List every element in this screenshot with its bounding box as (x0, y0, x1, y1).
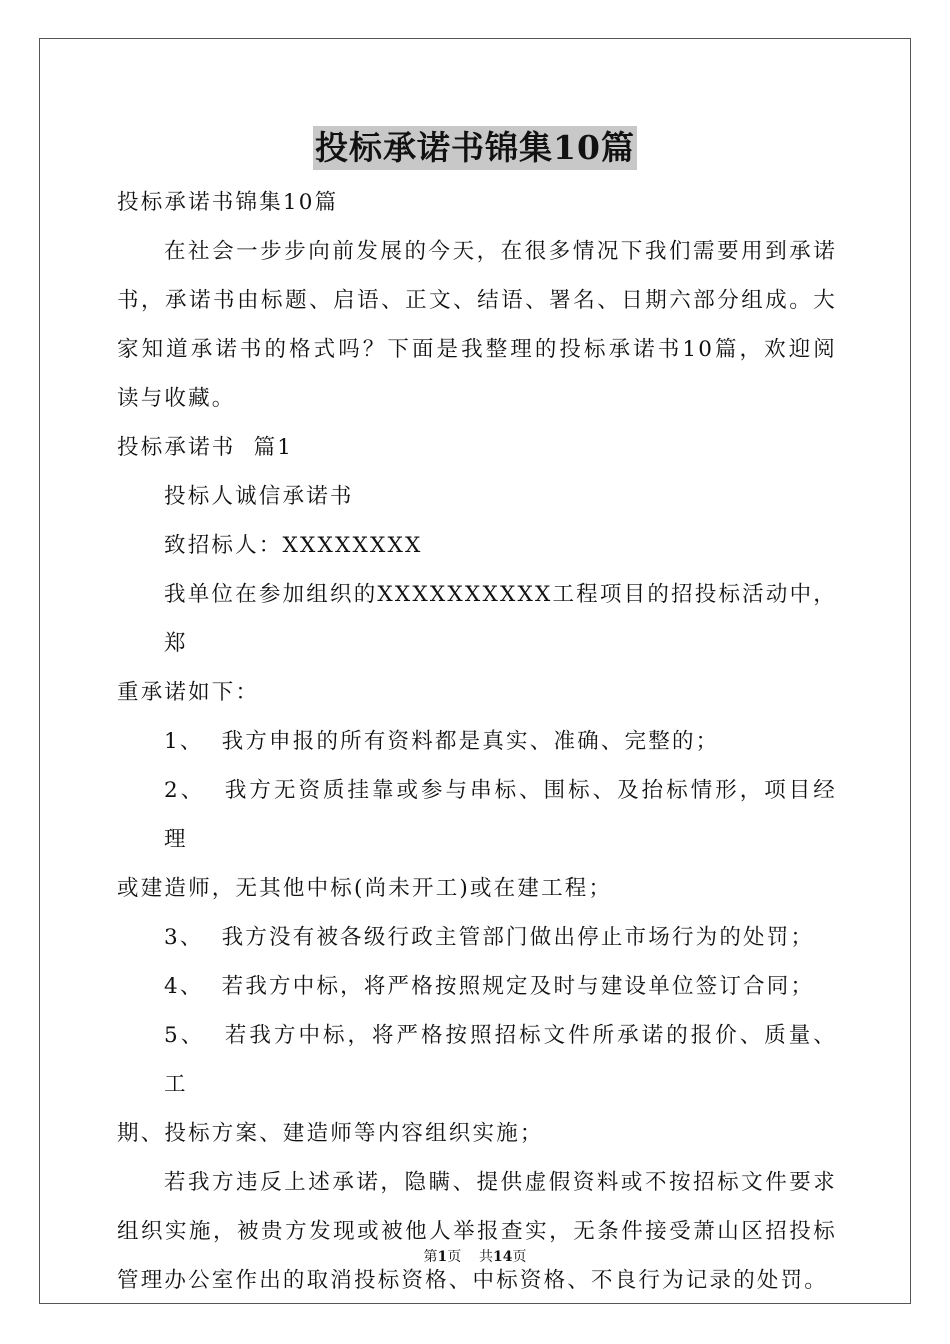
paragraph-line: 家知道承诺书的格式吗？下面是我整理的投标承诺书10篇，欢迎阅 (117, 337, 837, 362)
document-title: 投标承诺书锦集10篇 (313, 126, 637, 170)
list-item-line: 3、 我方没有被各级行政主管部门做出停止市场行为的处罚； (164, 925, 815, 950)
list-item-line: 期、投标方案、建造师等内容组织实施； (117, 1121, 544, 1146)
commitment-list (117, 717, 837, 1158)
section-heading: 投标承诺书 篇1 (117, 435, 294, 460)
list-item-line: 4、 若我方中标，将严格按照规定及时与建设单位签订合同； (164, 974, 815, 999)
list-item (117, 962, 837, 1011)
document-body (117, 178, 837, 1305)
paragraph-line: 重承诺如下： (117, 680, 260, 705)
paragraph-line: 在社会一步步向前发展的今天，在很多情况下我们需要用到承诺 (164, 239, 837, 264)
list-item (117, 913, 837, 962)
paragraph-line: 书，承诺书由标题、启语、正文、结语、署名、日期六部分组成。大 (117, 288, 837, 313)
opening-paragraph (117, 570, 837, 717)
footer-suffix: 页 (512, 1249, 527, 1265)
list-item-line: 或建造师，无其他中标(尚未开工)或在建工程； (117, 876, 613, 901)
paragraph-line: 组织实施，被贵方发现或被他人举报查实，无条件接受萧山区招投标 (117, 1219, 837, 1244)
closing-paragraph (117, 1158, 837, 1305)
recipient-line: 致招标人：XXXXXXXX (164, 533, 423, 558)
paragraph-line: 管理办公室作出的取消投标资格、中标资格、不良行为记录的处罚。 (117, 1268, 829, 1293)
list-item-line: 2、 我方无资质挂靠或参与串标、围标、及抬标情形，项目经理 (164, 778, 837, 852)
list-item (117, 1011, 837, 1158)
list-item-line: 1、 我方申报的所有资料都是真实、准确、完整的； (164, 729, 720, 754)
paragraph-line: 若我方违反上述承诺，隐瞒、提供虚假资料或不按招标文件要求 (164, 1170, 837, 1195)
intro-paragraph (117, 227, 837, 423)
current-page-number: 1 (437, 1249, 448, 1265)
list-item (117, 717, 837, 766)
paragraph-line: 我单位在参加组织的XXXXXXXXXX工程项目的招投标活动中，郑 (164, 582, 837, 656)
paragraph-line: 读与收藏。 (117, 386, 236, 411)
letter-title: 投标人诚信承诺书 (164, 484, 354, 509)
title-container (0, 126, 950, 170)
list-item-line: 5、 若我方中标，将严格按照招标文件所承诺的报价、质量、工 (164, 1023, 837, 1097)
page-footer (0, 1246, 950, 1266)
list-item (117, 766, 837, 913)
footer-middle: 页 共 (447, 1249, 494, 1265)
document-subtitle: 投标承诺书锦集10篇 (117, 190, 339, 215)
footer-prefix: 第 (423, 1249, 438, 1265)
total-pages-number: 14 (493, 1249, 513, 1265)
